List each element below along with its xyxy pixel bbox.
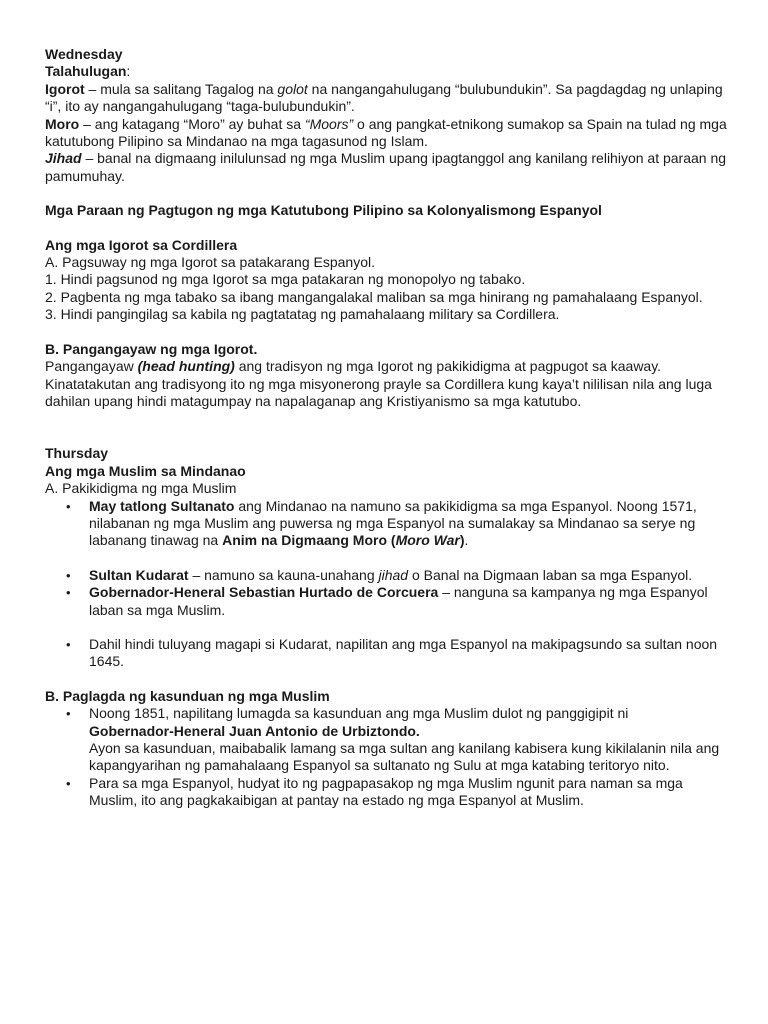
cordillera-point-a: A. Pagsuway ng mga Igorot sa patakarang Espanyol.: [45, 254, 375, 271]
cordillera-item-3: 3. Hindi pangingilag sa kabila ng pagtatatag ng pamahalaang military sa Cordillera.: [45, 306, 560, 323]
item-bold: Gobernador-Heneral Juan Antonio de Urbiztondo.: [89, 722, 420, 739]
cordillera-item-1: 1. Hindi pagsunod ng mga Igorot sa mga patakaran ng monopolyo ng tabako.: [45, 271, 526, 288]
item-text: Para sa mga Espanyol, hudyat ito ng pagpapasakop ng mga Muslim ngunit para naman sa mga Muslim, ito ang pagkakaibigan at pantay na estado ng mga Espanyol at Muslim.: [89, 774, 683, 809]
term-igorot: Igorot: [45, 80, 85, 97]
item-text: Dahil hindi tuluyang magapi si Kudarat, napilitan ang mga Espanyol na makipagsundo sa sultan noon 1645.: [89, 635, 718, 670]
item-text: ang Mindanao na namuno sa pakikidigma sa mga Espanyol. Noong 1571, nilabanan ng mga Muslim ang puwersa ng mga Espanyol na sumalakay sa Mindanao sa serye ng labanang tinawag na: [89, 497, 697, 549]
item-text: – namuno sa kauna-unahang: [188, 566, 379, 583]
definition-jihad: [45, 150, 728, 185]
day-heading-thursday: Thursday: [45, 445, 109, 462]
glossary-heading: Talahulugan: [45, 63, 127, 80]
bullet-list-treaty: [45, 705, 728, 809]
main-section-heading: Mga Paraan ng Pagtugon ng mga Katutubong Pilipino sa Kolonyalismong Espanyol: [45, 202, 602, 219]
definition-text: – mula sa salitang Tagalog na: [84, 80, 278, 97]
cordillera-item-2: 2. Pagbenta ng mga tabako sa ibang mangangalakal maliban sa mga hinirang ng pamahalaang Espanyol.: [45, 288, 703, 305]
item-text: Ayon sa kasunduan, maibabalik lamang sa mga sultan ang kanilang kabisera kung kikilalanin nila ang kapangyarihan ng pamahalaang Espanyol sa sultanato ng Sulu at mga katabing teritoryo nito.: [89, 740, 720, 774]
section-heading-cordillera: Ang mga Igorot sa Cordillera: [45, 236, 238, 253]
definition-moro: [45, 116, 728, 151]
term-jihad: Jihad: [45, 150, 82, 167]
item-italic: jihad: [378, 566, 409, 583]
definition-text: – ang katagang “Moro” ay buhat sa: [79, 115, 305, 132]
item-bold: Gobernador-Heneral Sebastian Hurtado de Corcuera: [89, 584, 439, 601]
item-bold-italic: Moro War: [395, 532, 460, 549]
definition-igorot: [45, 81, 728, 116]
bullet-list-warfare: [45, 498, 728, 671]
headhunting-term: (head hunting): [137, 358, 235, 375]
section-heading-mindanao: Ang mga Muslim sa Mindanao: [45, 462, 246, 479]
paragraph-text: ang tradisyon ng mga Igorot ng pakikidigma at pagpugot sa kaaway. Kinatatakutan ang tradisyong ito ng mga misyonerong prayle sa Cordillera kung kaya’t nililisan nila ang luga dahilan upang hindi matagumpay na napalaganap ang Kristiyanismo sa mga katutubo.: [45, 358, 712, 409]
list-item: [45, 498, 728, 550]
bullet-icon: •: [66, 585, 71, 601]
glossary-colon: :: [126, 63, 131, 80]
paragraph-text: Pangangayaw: [45, 358, 138, 375]
section-heading-treaty: B. Paglagda ng kasunduan ng mga Muslim: [45, 687, 330, 704]
day-heading-wednesday: Wednesday: [45, 46, 123, 62]
definition-text: o ang pangkat-etnikong sumakop sa Spain na tulad ng mga katutubong Pilipino sa Mindanao na mga tagasunod ng Islam.: [45, 115, 727, 150]
mindanao-point-a: A. Pakikidigma ng mga Muslim: [45, 480, 237, 497]
list-item: [45, 636, 728, 671]
list-item: [45, 705, 728, 775]
bullet-icon: •: [66, 775, 71, 791]
bullet-icon: •: [66, 636, 71, 652]
bullet-icon: •: [66, 567, 71, 583]
section-heading-headhunting: B. Pangangayaw ng mga Igorot.: [45, 340, 258, 357]
item-text: Noong 1851, napilitang lumagda sa kasunduan ang mga Muslim dulot ng panggigipit ni: [89, 705, 629, 722]
item-bold: Anim na Digmaang Moro (: [222, 532, 396, 549]
list-item: [45, 584, 728, 619]
item-bold: Sultan Kudarat: [89, 566, 189, 583]
item-text: – nanguna sa kampanya ng mga Espanyol laban sa mga Muslim.: [89, 584, 708, 618]
bullet-icon: •: [66, 706, 71, 722]
item-bold: ): [459, 532, 465, 549]
list-item: [45, 775, 728, 810]
list-item: [45, 567, 728, 584]
definition-text: – banal na digmaang inilulunsad ng mga Muslim upang ipagtanggol ang kanilang relihiyon at paraan ng pamumuhay.: [45, 150, 727, 184]
item-bold: May tatlong Sultanato: [89, 497, 235, 514]
glossary-heading-line: [45, 63, 728, 80]
definition-text: na nangangahulugang “bulubundukin”. Sa pagdagdag ng unlaping “i”, ito ay nangangahulugang “taga-bulubundukin”.: [45, 80, 723, 115]
bullet-icon: •: [66, 498, 71, 514]
term-moro: Moro: [45, 115, 80, 132]
definition-italic: golot: [277, 80, 308, 97]
item-text: o Banal na Digmaan laban sa mga Espanyol.: [408, 566, 693, 583]
item-text: .: [464, 532, 469, 549]
definition-italic: “Moors”: [304, 115, 354, 132]
headhunting-paragraph: [45, 358, 728, 410]
